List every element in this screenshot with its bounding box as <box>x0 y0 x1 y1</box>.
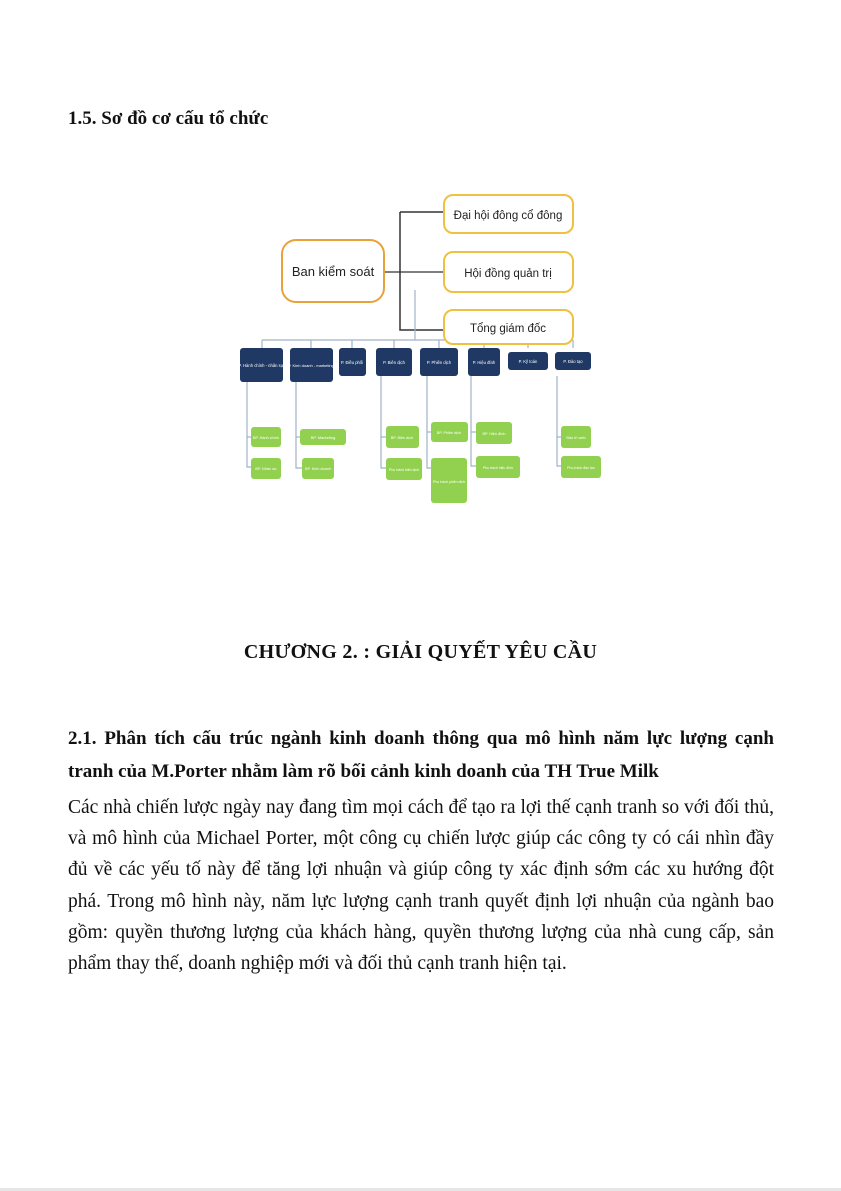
section-heading-2-1: 2.1. Phân tích cấu trúc ngành kinh doanh thông qua mô hình năm lực lượng cạnh tranh của M.Porter nhằm làm rõ bối cảnh kinh doanh của TH True Milk <box>68 728 774 782</box>
sub-unit-hieu-dinh-label: BP. Hiệu đính <box>482 432 506 436</box>
sub-unit-hanh-chinh-label: BP. Hành chính <box>252 436 280 440</box>
chapter-title: CHƯƠNG 2. : GIẢI QUYẾT YÊU CẦU <box>243 641 598 663</box>
sub-unit-phu-trach-hieu-dinh <box>476 456 520 478</box>
department-bien-dich-label: P. Biên dịch <box>383 360 405 365</box>
sub-unit-bien-dich <box>386 426 419 448</box>
sub-unit-bao-tri-web <box>561 426 591 448</box>
connector-top-1 <box>400 212 444 330</box>
sub-unit-phu-trach-hieu-dinh-label: Phụ trách hiệu đính <box>482 466 514 470</box>
department-phien-dich-label: P. Phiên dịch <box>426 360 452 365</box>
department-dieu-phoi-label: P. Điều phối <box>340 360 364 365</box>
body-paragraph: Các nhà chiến lược ngày nay đang tìm mọi cách để tạo ra lợi thế cạnh tranh so với đối thủ, và mô hình của Michael Porter, một công cụ chiến lược giúp các công ty có cái nhìn đầy đủ về các yếu tố này để tăng lợi nhuận và giúp công ty xác định sớm các xu hướng đột phá. Trong mô hình này, năm lực lượng cạnh tranh quyết định lợi nhuận của ngành bao gồm: quyền thương lượng của khách hàng, quyền thương lượng của nhà cung cấp, sản phẩm thay thế, doanh nghiệp mới và đối thủ cạnh tranh hiện tại. <box>68 797 774 975</box>
top-box-hoi-dong <box>444 252 573 292</box>
sub-unit-kinh-doanh-label: BP. Kinh doanh <box>305 467 331 471</box>
sub-unit-phu-trach-bien-dich-label: Phụ trách biên dịch <box>389 468 419 472</box>
department-hieu-dinh-label: P. Hiệu đính <box>472 360 496 365</box>
department-kinh-doanh-label: P. Kinh doanh - marketing <box>288 363 334 368</box>
department-dao-tao <box>555 352 591 370</box>
sub-unit-phien-dich <box>431 422 468 442</box>
sub-unit-bao-tri-web-label: Bảo trì web <box>566 436 586 440</box>
sub-unit-phien-dich-label: BP. Phiên dịch <box>436 431 462 435</box>
control-box-label: Ban kiểm soát <box>291 264 375 279</box>
sub-unit-phu-trach-dao-tao-label: Phụ trách đào tạo <box>567 466 595 470</box>
department-ke-toan-label: P. Kỹ toán <box>518 359 538 364</box>
department-ke-toan <box>508 352 548 370</box>
sub-unit-phu-trach-phien-dich <box>431 458 467 503</box>
sub-unit-kinh-doanh <box>302 458 334 479</box>
top-box-dai-hoi <box>444 195 573 233</box>
section-heading-1-5: 1.5. Sơ đồ cơ cấu tổ chức <box>68 108 269 129</box>
sub-unit-bien-dich-label: BP. Biên dịch <box>390 436 414 440</box>
sub-unit-phu-trach-bien-dich <box>386 458 422 480</box>
sub-unit-hanh-chinh <box>251 427 281 447</box>
sub-unit-phu-trach-dao-tao <box>561 456 601 478</box>
org-chart <box>0 0 841 560</box>
sub-unit-marketing <box>300 429 346 445</box>
sub-unit-hieu-dinh <box>476 422 512 444</box>
department-dieu-phoi <box>339 348 366 376</box>
department-dao-tao-label: P. Đào tạo <box>563 359 583 364</box>
top-box-dai-hoi-label: Đại hội đông cổ đông <box>453 210 563 222</box>
sub-unit-nhan-su-label: BP. Nhân sự <box>255 467 277 471</box>
department-phien-dich <box>420 348 458 376</box>
top-box-tong-giam-doc <box>444 310 573 344</box>
department-hanh-chinh <box>238 348 283 382</box>
department-bien-dich <box>376 348 412 376</box>
sub-unit-marketing-label: BP. Marketing <box>310 435 336 440</box>
sub-unit-nhan-su <box>251 458 281 479</box>
department-hanh-chinh-label: P. Hành chính - nhân sự <box>238 363 284 368</box>
sub-unit-phu-trach-phien-dich-label: Phụ trách phiên dịch <box>433 480 465 484</box>
top-box-hoi-dong-label: Hội đồng quản trị <box>464 268 552 280</box>
department-kinh-doanh <box>288 348 334 382</box>
top-box-tong-giam-doc-label: Tổng giám đốc <box>469 323 547 335</box>
control-box <box>282 240 384 302</box>
department-hieu-dinh <box>468 348 500 376</box>
